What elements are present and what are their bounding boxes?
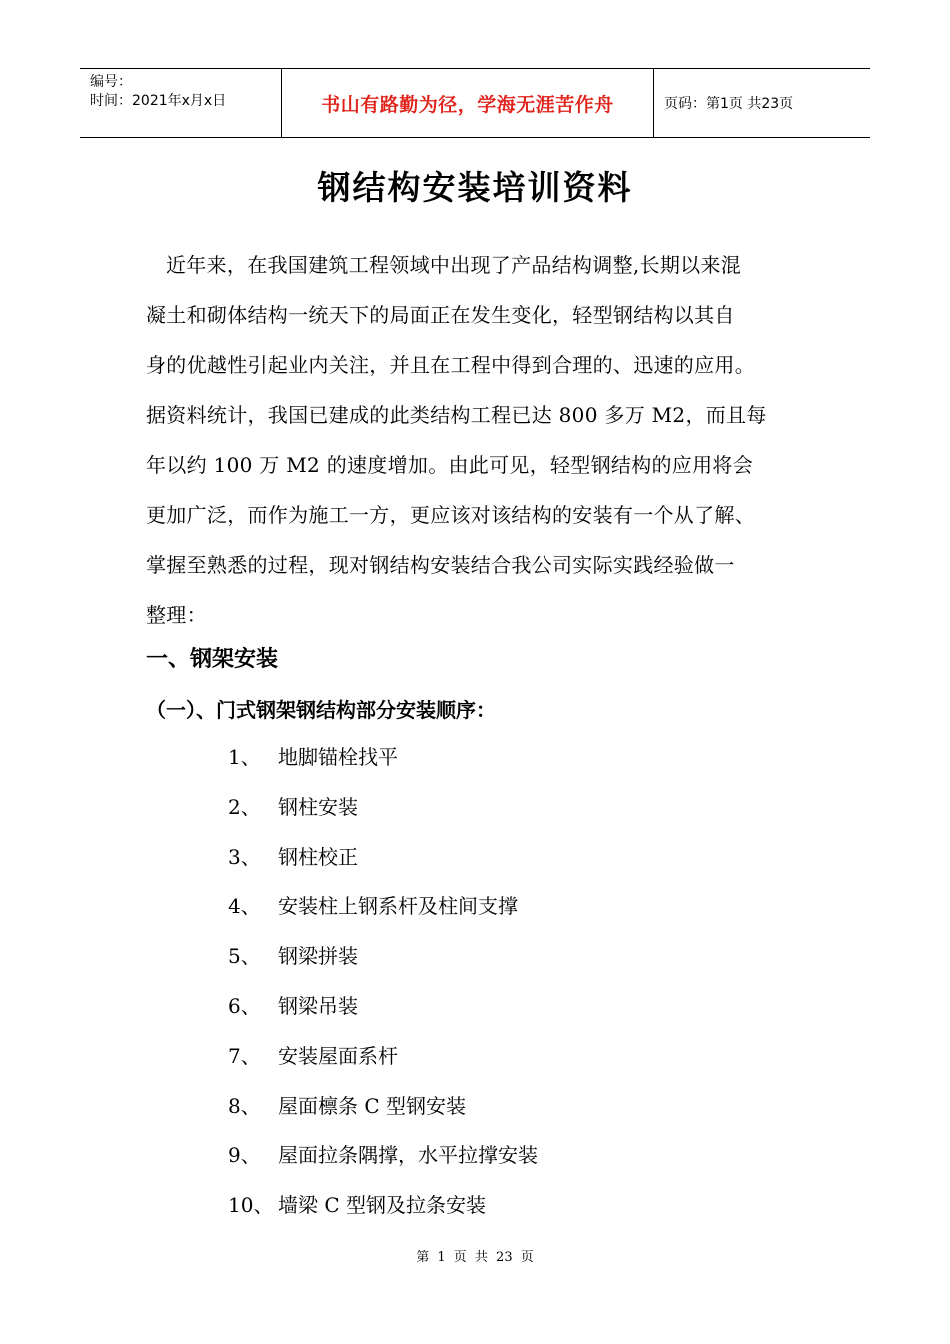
document-title: 钢结构安装培训资料 <box>317 168 633 207</box>
list-item <box>228 833 538 883</box>
step-text: 钢梁吊装 <box>278 993 358 1018</box>
step-text: 屋面檩条 C 型钢安装 <box>278 1093 467 1118</box>
intro-line: 凝土和砌体结构一统天下的局面正在发生变化，轻型钢结构以其自 <box>146 303 735 327</box>
step-text: 安装柱上钢系杆及柱间支撑 <box>278 894 518 919</box>
list-item <box>228 1181 538 1231</box>
step-number: 1、 <box>228 745 261 769</box>
steps-list <box>228 733 538 1231</box>
step-number: 4、 <box>228 894 261 919</box>
list-item <box>228 982 538 1032</box>
list-item <box>228 783 538 833</box>
header-page-info: 页码：第1页 共23页 <box>664 96 794 112</box>
step-number: 6、 <box>228 993 261 1018</box>
step-number: 8、 <box>228 1093 261 1118</box>
list-item <box>228 932 538 982</box>
header-motto-cell <box>281 69 654 137</box>
step-text: 钢柱校正 <box>278 844 358 869</box>
list-item <box>228 882 538 932</box>
intro-line: 更加广泛，而作为施工一方，更应该对该结构的安装有一个从了解、 <box>146 503 755 527</box>
intro-line: 掌握至熟悉的过程，现对钢结构安装结合我公司实际实践经验做一 <box>146 553 735 577</box>
step-text: 墙梁 C 型钢及拉条安装 <box>278 1193 487 1218</box>
step-number: 10、 <box>228 1193 274 1218</box>
page-footer: 第 1 页 共 23 页 <box>416 1250 534 1265</box>
section-heading: 一、钢架安装 <box>146 647 279 672</box>
intro-line: 身的优越性引起业内关注，并且在工程中得到合理的、迅速的应用。 <box>146 353 755 377</box>
intro-line: 年以约 100 万 M2 的速度增加。由此可见，轻型钢结构的应用将会 <box>146 453 754 477</box>
date-label: 时间：2021年x月x日 <box>90 93 227 109</box>
step-number: 9、 <box>228 1143 261 1168</box>
header-motto: 书山有路勤为径，学海无涯苦作舟 <box>321 93 614 116</box>
header-table <box>80 68 870 138</box>
intro-line: 整理： <box>146 603 207 627</box>
step-text: 屋面拉条隅撑，水平拉撑安装 <box>278 1143 538 1168</box>
step-text: 安装屋面系杆 <box>278 1043 398 1068</box>
serial-label: 编号： <box>90 74 132 90</box>
intro-line: 近年来，在我国建筑工程领域中出现了产品结构调整,长期以来混 <box>166 253 742 277</box>
list-item <box>228 1032 538 1082</box>
intro-line: 据资料统计，我国已建成的此类结构工程已达 800 多万 M2，而且每 <box>146 403 767 427</box>
step-text: 钢梁拼装 <box>278 944 358 969</box>
header-meta <box>80 69 281 137</box>
step-text: 钢柱安装 <box>278 794 358 819</box>
list-item <box>228 733 538 783</box>
subsection-heading: （一）、门式钢架钢结构部分安装顺序： <box>146 698 496 722</box>
list-item <box>228 1131 538 1181</box>
step-text: 地脚锚栓找平 <box>278 745 398 769</box>
step-number: 3、 <box>228 844 261 869</box>
step-number: 2、 <box>228 794 261 819</box>
step-number: 5、 <box>228 944 261 969</box>
list-item <box>228 1082 538 1132</box>
intro-paragraph <box>146 240 836 640</box>
step-number: 7、 <box>228 1043 261 1068</box>
